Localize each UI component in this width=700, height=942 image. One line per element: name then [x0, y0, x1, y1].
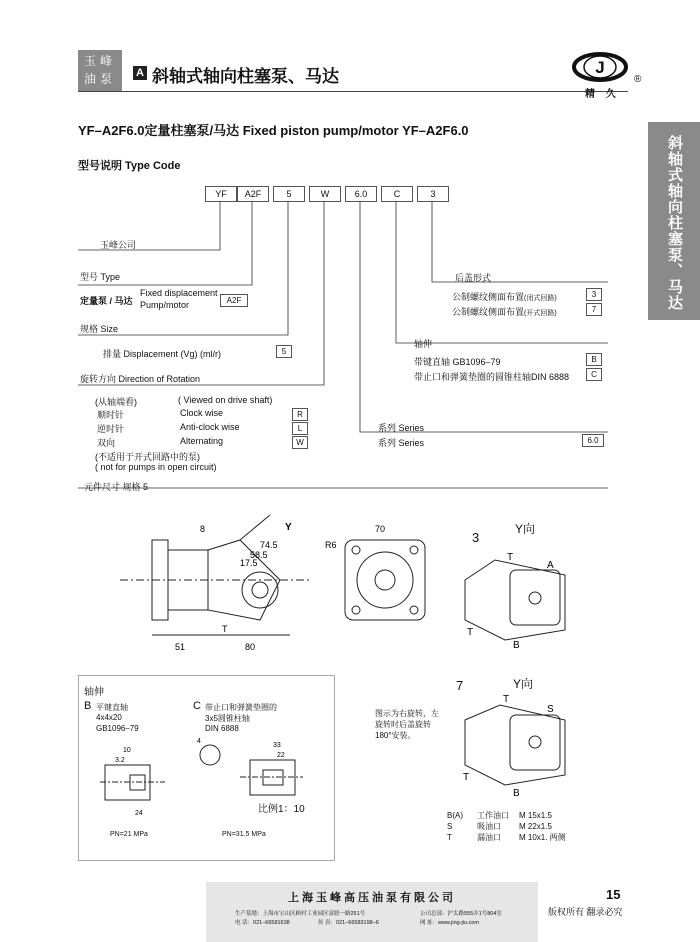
rotation-note: 图示为右旋转，左旋转时后盖旋转180°安装。	[375, 709, 439, 740]
rotation-cw-en: Clock wise	[180, 408, 224, 418]
label-shaft: 轴伸	[414, 339, 433, 349]
svg-text:33: 33	[273, 742, 281, 749]
section-letter: A	[133, 66, 147, 80]
rotation-cw-code: R	[292, 408, 308, 421]
rotation-alt-en: Alternating	[180, 436, 224, 446]
svg-text:22: 22	[277, 752, 285, 759]
type-code-title: 型号说明 Type Code	[78, 160, 181, 172]
view-7-y: Y向	[513, 677, 534, 691]
label-type: 型号 Type	[80, 272, 121, 282]
shaft-b-line3: GB1096–79	[96, 724, 139, 733]
rotation-alt-cn: 双向	[97, 438, 116, 448]
rotation-ccw-code: L	[292, 422, 308, 435]
page-title: 斜轴式轴向柱塞泵、马达	[152, 67, 339, 86]
label-series-1: 系列 Series	[378, 423, 425, 433]
dim-r6: R6	[325, 540, 337, 550]
dim-58-5: 58.5	[250, 550, 268, 560]
shaft-2-label: 带止口和弹簧垫圈的圆锥柱轴DIN 6888	[414, 372, 570, 382]
code-box-series: 6.0	[345, 186, 377, 202]
rotation-alt-code: W	[292, 436, 308, 449]
shaft-c-line2: 3x5圆锥柱轴	[205, 714, 250, 723]
scale-label: 比例1：10	[258, 804, 305, 815]
shaft-c-line1: 带止口和弹簧垫圈的	[205, 703, 277, 712]
label-fixed-en1: Fixed displacement	[140, 288, 218, 298]
shaft-b-line1: 平键直轴	[96, 703, 128, 712]
shaft-b-pressure: PN=21 MPa	[110, 831, 148, 838]
note-en: ( not for pumps in open circuit)	[95, 462, 217, 472]
code-box-yf: YF	[205, 186, 237, 202]
svg-text:T: T	[503, 694, 510, 705]
rotation-ccw-cn: 逆时针	[97, 424, 125, 434]
label-rotation: 旋转方向 Direction of Rotation	[80, 374, 201, 384]
view-7-label: 7	[456, 678, 464, 693]
y-arrow-label: Y	[285, 522, 292, 533]
footer-office: 公司总部：沪太路555弄1号804室	[420, 911, 502, 917]
cover-2-label: 公制螺纹侧面布置(开式回路)	[452, 307, 557, 317]
shaft-1-code: B	[586, 353, 602, 366]
svg-text:B: B	[513, 788, 520, 799]
page-number: 15	[606, 887, 621, 902]
cover-1-label: 公制螺纹侧面布置(闭式回路)	[452, 292, 557, 302]
footer-base: 生产基地：上海市宝山区顾村工业园区富联一路251号	[235, 911, 366, 917]
label-cover: 后盖形式	[455, 273, 492, 283]
svg-text:T: T	[467, 627, 474, 638]
svg-text:A: A	[547, 560, 554, 571]
rights-reserved: 版权所有 翻录必究	[548, 907, 623, 917]
code-box-cover: 3	[417, 186, 449, 202]
cover-7-view-drawing	[455, 690, 575, 800]
shaft-1-label: 带键直轴 GB1096–79	[414, 357, 501, 367]
rotation-cw-cn: 顺时针	[97, 410, 125, 420]
label-company: 玉峰公司	[100, 240, 137, 250]
svg-text:4: 4	[197, 738, 201, 745]
label-viewed-en: ( Viewed on drive shaft)	[178, 395, 273, 405]
footer-fax: 传 真：021–66583198–6	[318, 920, 379, 926]
logo-line-2: 油泵	[83, 72, 116, 86]
svg-text:B: B	[513, 640, 520, 650]
svg-text:3.2: 3.2	[115, 757, 125, 764]
footer-company: 上海玉峰高压油泵有限公司	[288, 892, 456, 904]
shaft-c-line3: DIN 6888	[205, 724, 239, 733]
shaft-c-letter: C	[193, 700, 201, 712]
label-size: 规格 Size	[80, 324, 119, 334]
view-3-label: 3	[472, 530, 480, 545]
note-cn: (不适用于开式回路中的泵)	[95, 452, 200, 462]
dim-17-5: 17.5	[240, 558, 258, 568]
shaft-panel-title: 轴伸	[84, 687, 104, 698]
brand-mark: J	[595, 58, 605, 77]
svg-text:10: 10	[123, 747, 131, 754]
label-viewed-cn: (从轴端看)	[95, 397, 137, 407]
port-row-3: T 漏油口 M 10x1. 两侧	[447, 833, 566, 842]
logo-line-1: 玉峰	[83, 54, 116, 68]
dim-80: 80	[245, 642, 256, 652]
code-box-rotation: W	[309, 186, 341, 202]
dim-74-5: 74.5	[260, 540, 278, 550]
dim-51: 51	[175, 642, 186, 652]
label-fixed-en2: Pump/motor	[140, 300, 190, 310]
code-box-shaft: C	[381, 186, 413, 202]
port-row-2: S 吸油口 M 22x1.5	[447, 822, 552, 831]
dim-70: 70	[375, 524, 386, 534]
code-displacement-box: 5	[276, 345, 292, 358]
product-subtitle: YF–A2F6.0定量柱塞泵/马达 Fixed piston pump/motor YF–A2F6.0	[78, 123, 469, 138]
series-code: 6.0	[582, 434, 604, 447]
code-box-size: 5	[273, 186, 305, 202]
label-displacement: 排量 Displacement (Vg) (ml/r)	[103, 349, 222, 359]
pump-side-view-drawing	[100, 510, 440, 660]
svg-text:T: T	[463, 772, 470, 783]
side-tab-label: 斜轴式轴向柱塞泵、马达	[666, 135, 683, 311]
component-size: 元件尺寸 规格 5	[84, 482, 149, 492]
label-series-2: 系列 Series	[378, 438, 425, 448]
footer-web: 网 址：www.jing-jiu.com	[420, 920, 479, 926]
svg-text:24: 24	[135, 810, 143, 817]
cover-1-code: 3	[586, 288, 602, 301]
shaft-2-code: C	[586, 368, 602, 381]
rotation-ccw-en: Anti-clock wise	[180, 422, 240, 432]
cover-3-view-drawing	[455, 540, 575, 650]
svg-text:T: T	[507, 552, 514, 563]
registered-mark: ®	[634, 74, 642, 85]
dim-8: 8	[200, 524, 206, 534]
shaft-b-drawing	[95, 740, 175, 820]
svg-text:S: S	[547, 704, 554, 715]
shaft-c-pressure: PN=31.5 MPa	[222, 831, 266, 838]
label-fixed: 定量泵 / 马达	[80, 296, 133, 306]
port-row-1: B(A) 工作油口 M 15x1.5	[447, 811, 552, 820]
port-t-label: T	[222, 624, 228, 634]
brand-name: 精 久	[585, 89, 620, 100]
code-box-a2f: A2F	[237, 186, 269, 202]
code-a2f-box: A2F	[220, 294, 248, 307]
view-3-y: Y向	[515, 522, 536, 536]
shaft-b-line2: 4x4x20	[96, 713, 122, 722]
footer-tel: 电 话：021–66581638	[235, 920, 290, 926]
shaft-b-letter: B	[84, 700, 92, 712]
cover-2-code: 7	[586, 303, 602, 316]
